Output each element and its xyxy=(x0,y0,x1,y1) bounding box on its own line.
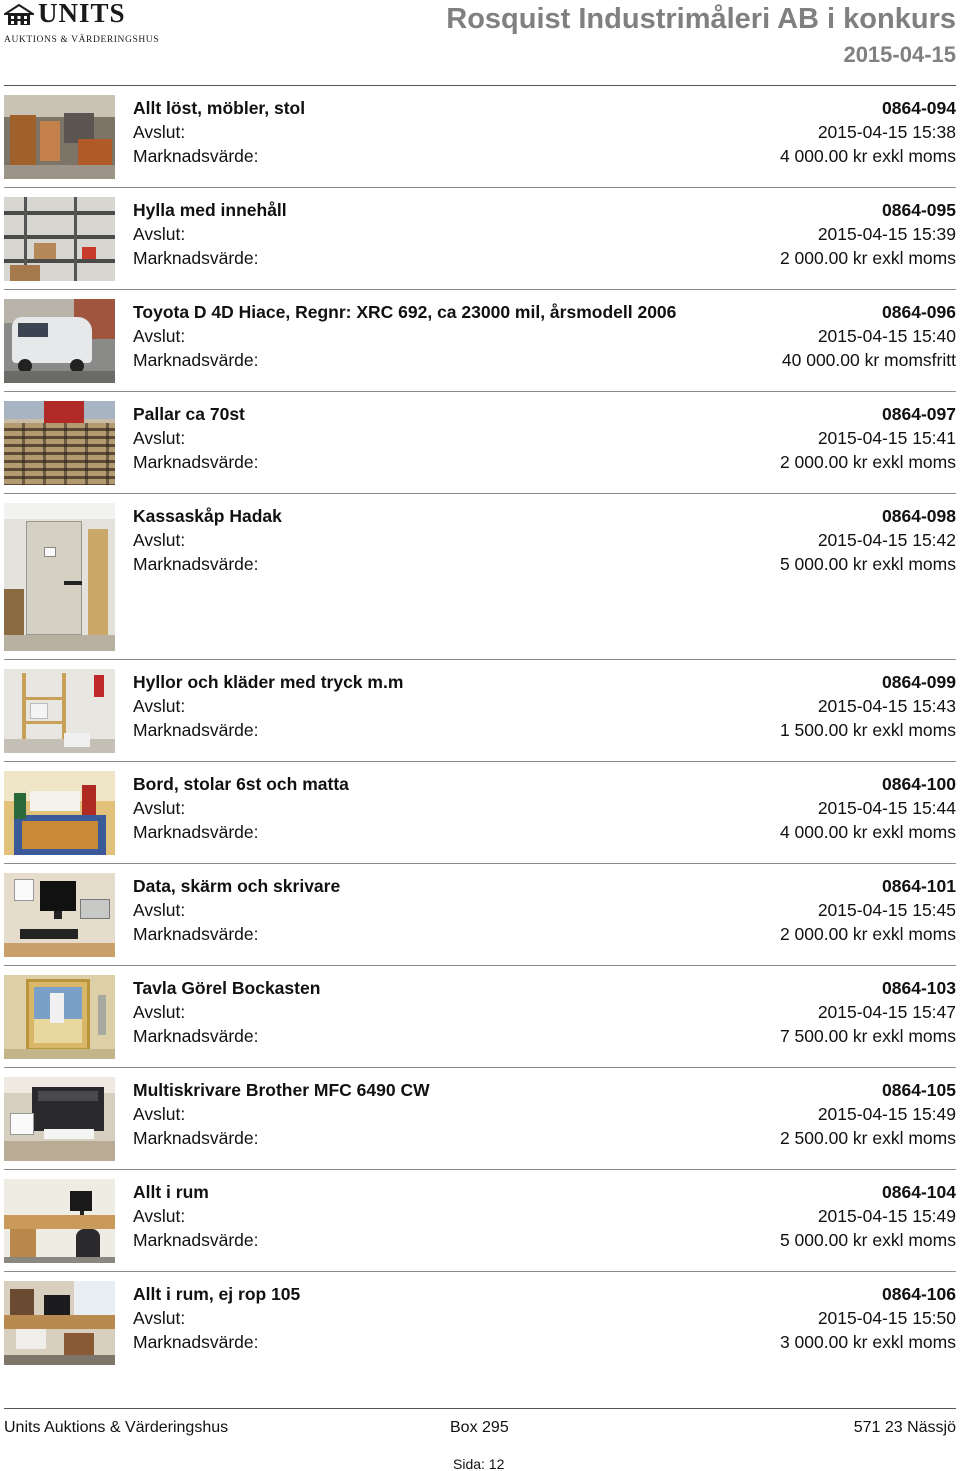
lot-end-time: 2015-04-15 15:49 xyxy=(817,1206,956,1226)
market-value-label: Marknadsvärde: xyxy=(133,720,259,740)
lot-market-value: 5 000.00 kr exkl moms xyxy=(779,554,956,574)
shelf-photo xyxy=(4,197,115,281)
printer-photo xyxy=(4,1077,115,1161)
footer-address: 571 23 Nässjö xyxy=(853,1419,956,1436)
lot-title: Allt i rum, ej rop 105 xyxy=(133,1284,301,1304)
market-value-label: Marknadsvärde: xyxy=(133,822,259,842)
lot-title: Toyota D 4D Hiace, Regnr: XRC 692, ca 23000 mil, årsmodell 2006 xyxy=(133,302,677,322)
lot-title: Data, skärm och skrivare xyxy=(133,876,341,896)
lot-market-value: 40 000.00 kr momsfritt xyxy=(781,350,956,370)
lot-number: 0864-101 xyxy=(882,876,956,896)
lot-market-value: 3 000.00 kr exkl moms xyxy=(779,1332,956,1352)
lot-item[interactable] xyxy=(0,188,960,290)
avslut-label: Avslut: xyxy=(133,326,186,346)
avslut-label: Avslut: xyxy=(133,696,186,716)
units-logo[interactable] xyxy=(4,2,162,46)
lot-market-value: 4 000.00 kr exkl moms xyxy=(779,146,956,166)
lot-title: Multiskrivare Brother MFC 6490 CW xyxy=(133,1080,430,1100)
avslut-label: Avslut: xyxy=(133,900,186,920)
pallets-photo xyxy=(4,401,115,485)
avslut-label: Avslut: xyxy=(133,1206,186,1226)
lot-item[interactable] xyxy=(0,1272,960,1374)
lot-title: Hyllor och kläder med tryck m.m xyxy=(133,672,404,692)
painting-photo xyxy=(4,975,115,1059)
lot-number: 0864-095 xyxy=(882,200,956,220)
office-room-2-photo xyxy=(4,1281,115,1365)
house-icon xyxy=(4,4,34,26)
lot-item[interactable] xyxy=(0,494,960,660)
lot-end-time: 2015-04-15 15:50 xyxy=(817,1308,956,1328)
avslut-label: Avslut: xyxy=(133,224,186,244)
market-value-label: Marknadsvärde: xyxy=(133,1026,259,1046)
page-number: Sida: 12 xyxy=(453,1456,505,1471)
lot-end-time: 2015-04-15 15:44 xyxy=(817,798,956,818)
market-value-label: Marknadsvärde: xyxy=(133,248,259,268)
safe-photo xyxy=(4,503,115,651)
auction-title: Rosquist Industrimåleri AB i konkurs xyxy=(446,3,956,35)
lot-item[interactable] xyxy=(0,290,960,392)
market-value-label: Marknadsvärde: xyxy=(133,350,259,370)
lot-title: Allt löst, möbler, stol xyxy=(133,98,306,118)
footer-divider xyxy=(4,1408,956,1409)
market-value-label: Marknadsvärde: xyxy=(133,924,259,944)
page-header xyxy=(0,0,960,86)
lot-end-time: 2015-04-15 15:41 xyxy=(817,428,956,448)
lot-item[interactable] xyxy=(0,966,960,1068)
market-value-label: Marknadsvärde: xyxy=(133,1230,259,1250)
shelves-clothes-photo xyxy=(4,669,115,753)
avslut-label: Avslut: xyxy=(133,1308,186,1328)
lot-number: 0864-094 xyxy=(882,98,956,118)
lot-title: Allt i rum xyxy=(133,1182,209,1202)
logo-subtitle: AUKTIONS & VÄRDERINGSHUS xyxy=(4,35,160,45)
lot-item[interactable] xyxy=(0,392,960,494)
market-value-label: Marknadsvärde: xyxy=(133,1128,259,1148)
lot-title: Pallar ca 70st xyxy=(133,404,245,424)
lot-number: 0864-106 xyxy=(882,1284,956,1304)
lot-number: 0864-096 xyxy=(882,302,956,322)
lot-number: 0864-103 xyxy=(882,978,956,998)
lot-end-time: 2015-04-15 15:43 xyxy=(817,696,956,716)
lot-number: 0864-099 xyxy=(882,672,956,692)
lot-number: 0864-097 xyxy=(882,404,956,424)
lot-end-time: 2015-04-15 15:49 xyxy=(817,1104,956,1124)
market-value-label: Marknadsvärde: xyxy=(133,146,259,166)
lot-market-value: 7 500.00 kr exkl moms xyxy=(779,1026,956,1046)
van-photo xyxy=(4,299,115,383)
office-room-photo xyxy=(4,1179,115,1263)
lot-item[interactable] xyxy=(0,660,960,762)
avslut-label: Avslut: xyxy=(133,428,186,448)
lot-title: Tavla Görel Bockasten xyxy=(133,978,321,998)
avslut-label: Avslut: xyxy=(133,1002,186,1022)
footer-box: Box 295 xyxy=(450,1419,509,1436)
lot-number: 0864-100 xyxy=(882,774,956,794)
lot-market-value: 2 000.00 kr exkl moms xyxy=(779,452,956,472)
lot-item[interactable] xyxy=(0,1170,960,1272)
lot-title: Hylla med innehåll xyxy=(133,200,287,220)
lot-number: 0864-104 xyxy=(882,1182,956,1202)
avslut-label: Avslut: xyxy=(133,1104,186,1124)
lot-market-value: 2 000.00 kr exkl moms xyxy=(779,248,956,268)
market-value-label: Marknadsvärde: xyxy=(133,1332,259,1352)
logo-wordmark: UNITS xyxy=(38,0,126,28)
lot-item[interactable] xyxy=(0,762,960,864)
lot-end-time: 2015-04-15 15:42 xyxy=(817,530,956,550)
lot-title: Kassaskåp Hadak xyxy=(133,506,282,526)
lot-end-time: 2015-04-15 15:38 xyxy=(817,122,956,142)
lot-title: Bord, stolar 6st och matta xyxy=(133,774,349,794)
lot-end-time: 2015-04-15 15:47 xyxy=(817,1002,956,1022)
furniture-photo xyxy=(4,95,115,179)
lot-market-value: 2 500.00 kr exkl moms xyxy=(779,1128,956,1148)
market-value-label: Marknadsvärde: xyxy=(133,554,259,574)
lot-market-value: 2 000.00 kr exkl moms xyxy=(779,924,956,944)
lot-market-value: 4 000.00 kr exkl moms xyxy=(779,822,956,842)
footer-company: Units Auktions & Värderingshus xyxy=(4,1419,229,1436)
lot-market-value: 5 000.00 kr exkl moms xyxy=(779,1230,956,1250)
avslut-label: Avslut: xyxy=(133,122,186,142)
lot-end-time: 2015-04-15 15:40 xyxy=(817,326,956,346)
table-chairs-photo xyxy=(4,771,115,855)
lot-end-time: 2015-04-15 15:45 xyxy=(817,900,956,920)
lot-item[interactable] xyxy=(0,1068,960,1170)
auction-date: 2015-04-15 xyxy=(843,42,956,67)
lot-item[interactable] xyxy=(0,86,960,188)
computer-photo xyxy=(4,873,115,957)
avslut-label: Avslut: xyxy=(133,530,186,550)
lot-number: 0864-098 xyxy=(882,506,956,526)
lot-item[interactable] xyxy=(0,864,960,966)
lot-market-value: 1 500.00 kr exkl moms xyxy=(779,720,956,740)
lot-number: 0864-105 xyxy=(882,1080,956,1100)
market-value-label: Marknadsvärde: xyxy=(133,452,259,472)
lot-end-time: 2015-04-15 15:39 xyxy=(817,224,956,244)
avslut-label: Avslut: xyxy=(133,798,186,818)
